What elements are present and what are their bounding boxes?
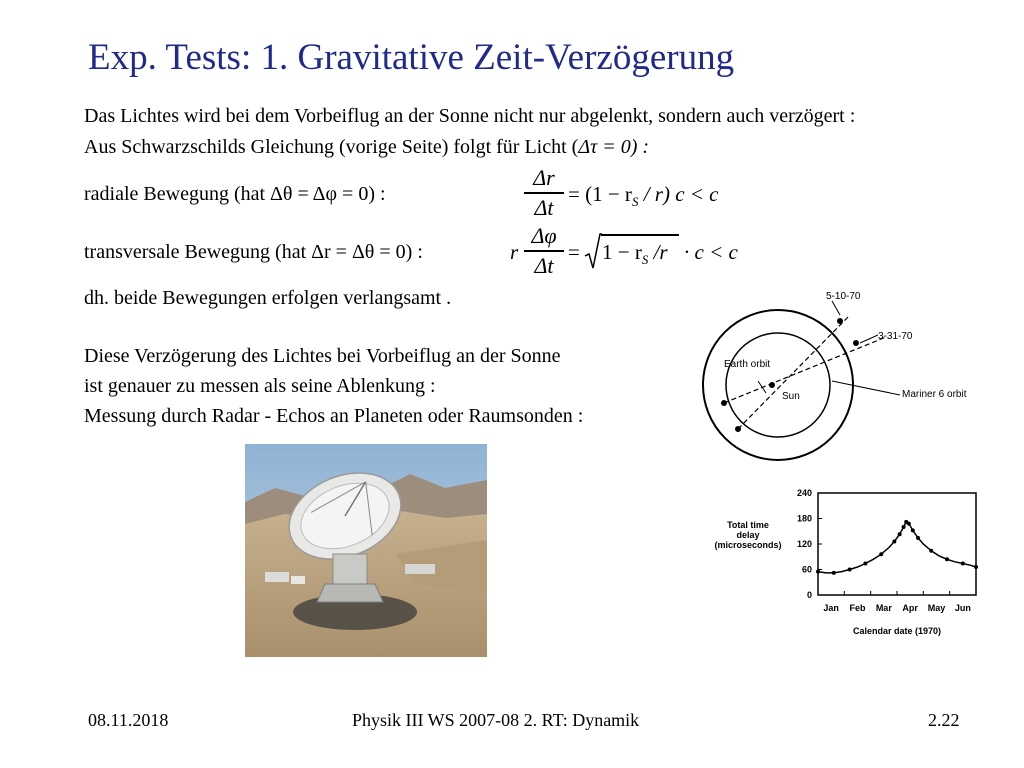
radar-dish-photo <box>245 444 487 657</box>
data-point <box>848 568 852 572</box>
delta-tau-condition: Δτ = 0) : <box>578 136 650 158</box>
y-tick-label: 180 <box>796 513 812 524</box>
y-tick-label: 60 <box>801 564 812 575</box>
x-tick-label: Feb <box>849 603 866 613</box>
transversal-rhs <box>602 240 668 265</box>
mariner-orbit-circle <box>726 333 830 437</box>
ylabel-line-3: (microseconds) <box>714 540 782 550</box>
y-tick-label: 0 <box>806 590 812 600</box>
earth-orbit-label: Earth orbit <box>724 359 771 370</box>
radial-rhs-post: / r) c < c <box>638 182 719 206</box>
footer-course: Physik III WS 2007-08 2. RT: Dynamik <box>352 710 640 730</box>
x-tick-label: Jan <box>823 603 839 613</box>
earth-position-dot <box>735 426 741 432</box>
date-label-1: 5-10-70 <box>826 291 861 302</box>
probe-position-dot <box>837 318 843 324</box>
slide-title: Exp. Tests: 1. Gravitative Zeit-Verzögerung <box>88 37 735 78</box>
data-point <box>816 570 820 574</box>
radial-label: radiale Bewegung (hat Δθ = Δφ = 0) : <box>84 183 386 205</box>
data-point <box>916 536 920 540</box>
x-tick-label: Jun <box>954 603 971 613</box>
data-point <box>902 525 906 529</box>
fraction-bar <box>524 250 564 252</box>
time-delay-chart <box>700 480 990 650</box>
transversal-tail: · c < c <box>684 240 738 264</box>
transversal-fraction <box>524 224 564 278</box>
conclusion-line: dh. beide Bewegungen erfolgen verlangsamt . <box>84 287 452 309</box>
y-tick-label: 120 <box>796 539 812 549</box>
data-point <box>929 549 933 553</box>
x-tick-label: Apr <box>902 603 918 613</box>
data-point <box>832 571 836 575</box>
radial-denominator: Δt <box>534 194 554 220</box>
data-point <box>892 539 896 543</box>
transversal-equals: = <box>568 240 580 264</box>
earth-position-dot <box>721 400 727 406</box>
mariner-orbit-label: Mariner 6 orbit <box>902 389 967 400</box>
schwarzschild-line <box>84 135 649 159</box>
paragraph-line-1: Diese Verzögerung des Lichtes bei Vorbeiflug an der Sonne <box>84 345 561 367</box>
data-point <box>879 552 883 556</box>
plot-frame <box>818 493 976 595</box>
transversal-prefix: r <box>510 240 519 264</box>
x-tick-label: Mar <box>875 603 892 613</box>
probe-position-dot <box>853 340 859 346</box>
footer-date: 08.11.2018 <box>88 710 169 730</box>
sun-label: Sun <box>782 391 800 402</box>
fraction-bar <box>524 192 564 194</box>
ylabel-line-1: Total time <box>727 520 769 530</box>
data-point <box>961 562 965 566</box>
transversal-numerator: Δφ <box>531 223 557 248</box>
x-tick-label: May <box>927 603 946 613</box>
data-point <box>863 562 867 566</box>
orbit-diagram <box>700 285 1000 475</box>
data-point <box>911 528 915 532</box>
transversal-rhs-pre: 1 − r <box>602 240 642 264</box>
paragraph-line-2: ist genauer zu messen als seine Ablenkung : <box>84 375 436 397</box>
radial-numerator: Δr <box>533 165 555 190</box>
footer-page: 2.22 <box>928 710 960 730</box>
date-label-2: 3-31-70 <box>878 331 913 342</box>
data-point <box>907 522 911 526</box>
transversal-label: transversale Bewegung (hat Δr = Δθ = 0) : <box>84 241 423 263</box>
schwarzschild-text: Aus Schwarzschilds Gleichung (vorige Seite) folgt für Licht ( <box>84 136 579 158</box>
sqrt-bar <box>601 234 679 236</box>
paragraph-line-3: Messung durch Radar - Echos an Planeten oder Raumsonden : <box>84 405 584 427</box>
x-axis-label: Calendar date (1970) <box>852 626 942 636</box>
radial-rhs-sub: S <box>631 194 639 209</box>
data-point <box>945 557 949 561</box>
ylabel-line-2: delay <box>736 530 760 540</box>
transversal-rhs-post: /r <box>648 240 668 264</box>
radial-rhs <box>568 182 719 207</box>
y-tick-label: 240 <box>796 488 812 498</box>
transversal-rhs-sub: S <box>641 252 649 267</box>
radial-rhs-pre: = (1 − r <box>568 182 632 206</box>
series-line <box>818 522 976 573</box>
data-point <box>974 565 978 569</box>
transversal-denominator: Δt <box>534 252 554 278</box>
intro-line: Das Lichtes wird bei dem Vorbeiflug an der Sonne nicht nur abgelenkt, sondern auch verzögert : <box>84 105 856 127</box>
sqrt-sign-icon <box>584 232 602 272</box>
data-point <box>898 532 902 536</box>
radial-fraction <box>524 166 564 220</box>
